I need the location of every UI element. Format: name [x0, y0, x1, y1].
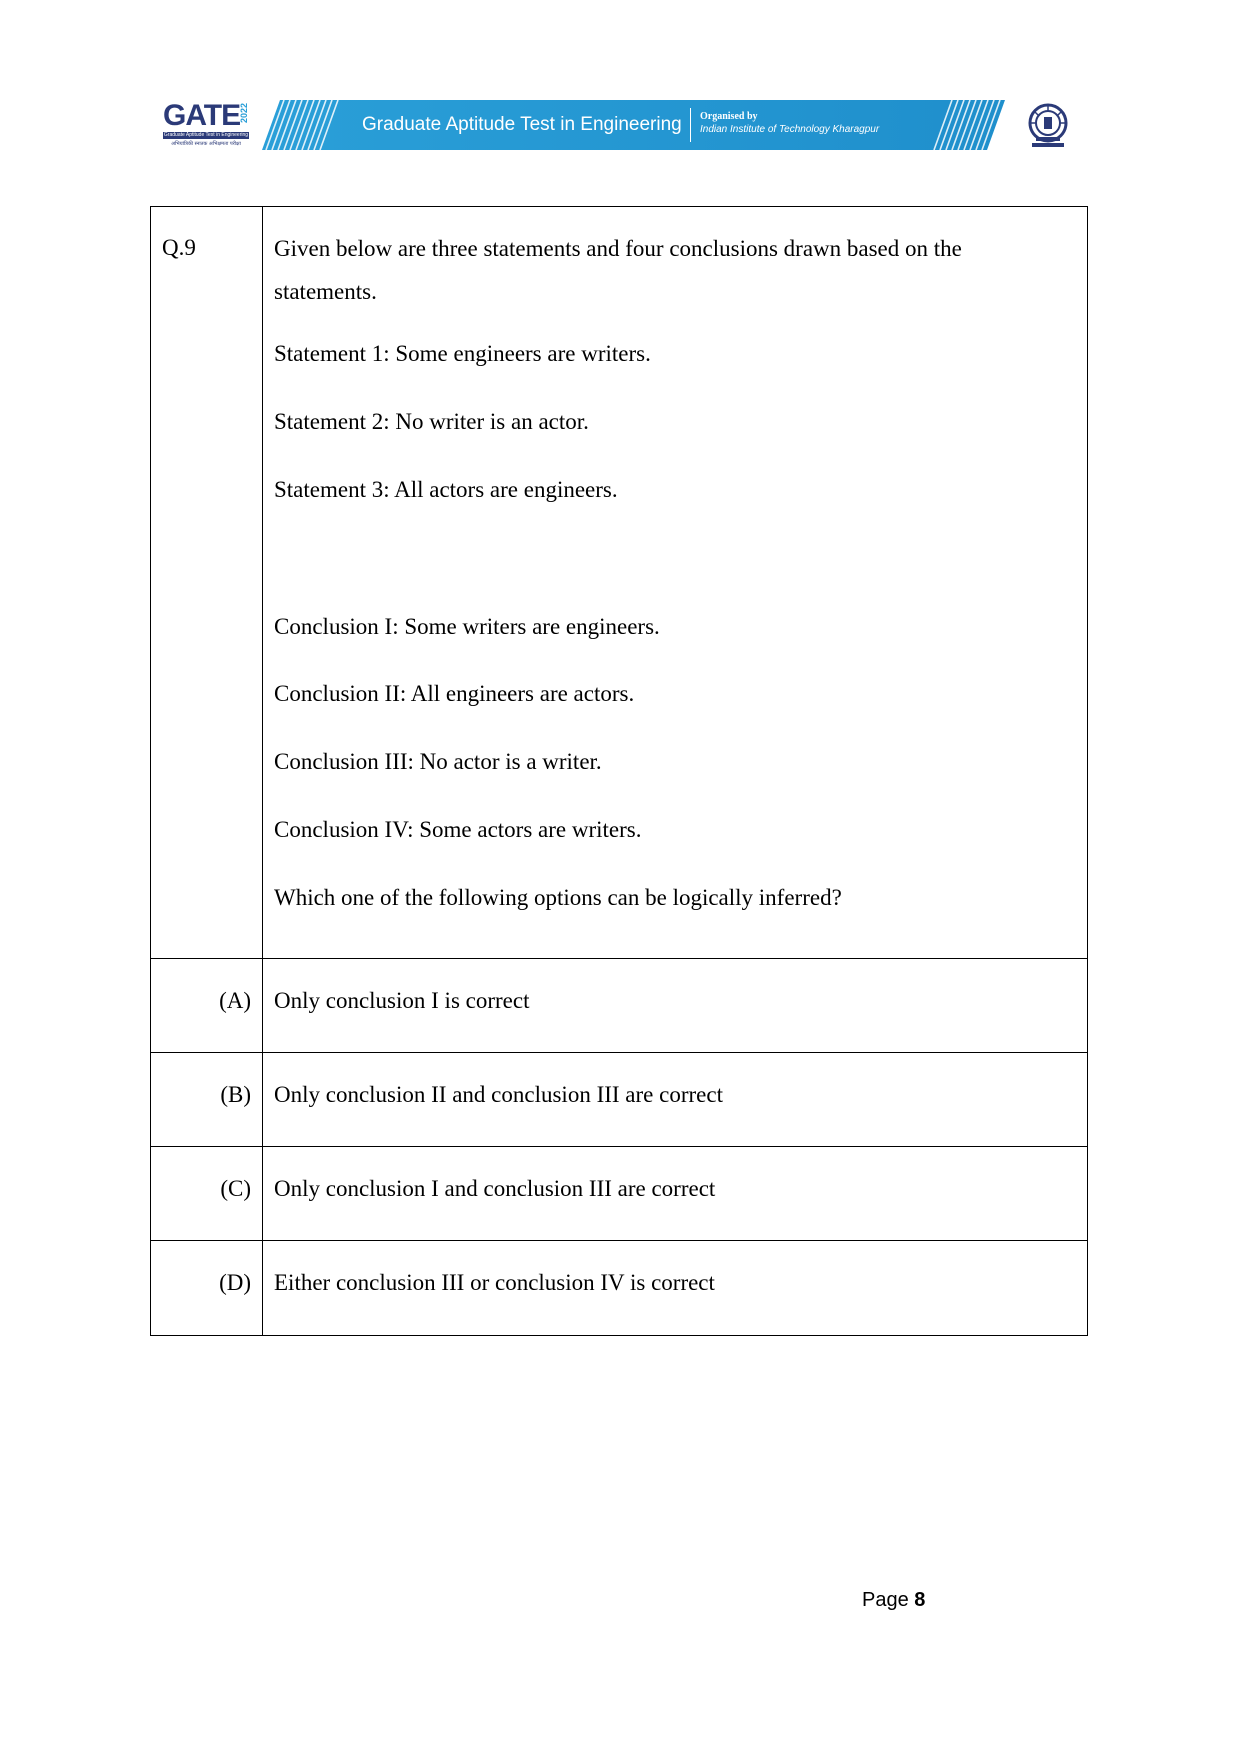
- banner-title: Graduate Aptitude Test in Engineering: [362, 114, 682, 135]
- option-label: (D): [151, 1241, 263, 1335]
- option-label: (A): [151, 959, 263, 1052]
- question-body: [263, 207, 1087, 958]
- option-row-a: [151, 959, 1087, 1053]
- option-label: (C): [151, 1147, 263, 1240]
- gate-logo-strip: Graduate Aptitude Test in Engineering: [163, 132, 249, 138]
- header-banner: [262, 100, 1005, 150]
- question-prompt: Which one of the following options can be logically inferred?: [274, 885, 842, 910]
- option-row-c: [151, 1147, 1087, 1241]
- option-text: Either conclusion III or conclusion IV is correct: [274, 1270, 715, 1295]
- gate-logo-word: GATE: [163, 99, 241, 132]
- option-text: Only conclusion II and conclusion III are correct: [274, 1082, 723, 1107]
- conclusion-4: Conclusion IV: Some actors are writers.: [274, 817, 642, 842]
- statement-1: Statement 1: Some engineers are writers.: [274, 341, 651, 366]
- option-row-d: [151, 1241, 1087, 1335]
- option-text: Only conclusion I and conclusion III are correct: [274, 1176, 716, 1201]
- statement-3: Statement 3: All actors are engineers.: [274, 477, 618, 502]
- page-number: 8: [914, 1589, 926, 1611]
- question-intro: Given below are three statements and four conclusions drawn based on the statements.: [274, 236, 962, 304]
- page-footer: [862, 1588, 925, 1612]
- conclusion-2: Conclusion II: All engineers are actors.: [274, 681, 635, 706]
- question-table: [150, 206, 1088, 1336]
- option-label: (B): [151, 1053, 263, 1146]
- option-text: Only conclusion I is correct: [274, 988, 530, 1013]
- question-row: [151, 207, 1087, 959]
- page-label: Page: [862, 1589, 915, 1611]
- iit-emblem-icon: [1026, 103, 1070, 149]
- conclusion-3: Conclusion III: No actor is a writer.: [274, 749, 602, 774]
- gate-logo-hindi: अभियांत्रिकी स्नातक अभिक्षमता परीक्षा: [171, 141, 241, 147]
- statement-2: Statement 2: No writer is an actor.: [274, 409, 589, 434]
- question-number: Q.9: [151, 207, 263, 958]
- institute-name: Indian Institute of Technology Kharagpur: [700, 124, 880, 135]
- gate-logo: [163, 101, 251, 151]
- gate-logo-year: 2022: [239, 103, 249, 124]
- banner-divider: [690, 108, 691, 142]
- option-row-b: [151, 1053, 1087, 1147]
- organised-by-label: Organised by: [700, 111, 758, 122]
- conclusion-1: Conclusion I: Some writers are engineers.: [274, 614, 660, 639]
